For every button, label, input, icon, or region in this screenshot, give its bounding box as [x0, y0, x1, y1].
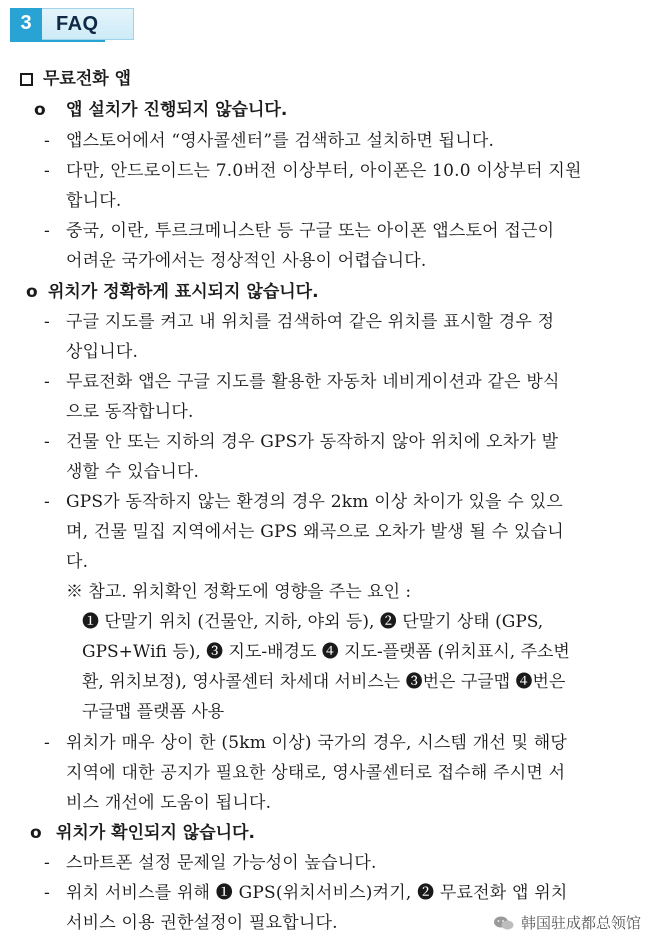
- answer-line: 다만, 안드로이드는 7.0버전 이상부터, 아이폰은 10.0 이상부터 지원: [66, 161, 582, 181]
- answer-line: 구글 지도를 켜고 내 위치를 검색하여 같은 위치를 표시할 경우 정: [66, 312, 555, 332]
- answer-line: 다.: [66, 552, 89, 572]
- question-bullet: o: [34, 100, 46, 120]
- dash-bullet: -: [44, 131, 50, 151]
- question-bullet: o: [30, 823, 42, 843]
- watermark: [493, 912, 641, 933]
- answer-line: 비스 개선에 도움이 됩니다.: [66, 793, 272, 813]
- note-line: 구글맵 플랫폼 사용: [82, 702, 225, 722]
- question-bullet: o: [26, 282, 38, 302]
- dash-bullet: -: [44, 372, 50, 392]
- wechat-icon: [493, 915, 515, 931]
- question-title: 위치가 정확하게 표시되지 않습니다.: [48, 282, 319, 302]
- section-heading: [18, 68, 131, 90]
- dash-bullet: -: [44, 432, 50, 452]
- answer-line: 서비스 이용 권한설정이 필요합니다.: [66, 913, 338, 933]
- section-title: 무료전화 앱: [43, 69, 132, 89]
- dash-bullet: -: [44, 221, 50, 241]
- question-title: 위치가 확인되지 않습니다.: [56, 823, 255, 843]
- dash-bullet: -: [44, 733, 50, 753]
- header-underline: [10, 40, 105, 42]
- note-line: GPS+Wifi 등), ❸ 지도-배경도 ❹ 지도-플랫폼 (위치표시, 주소변: [82, 642, 570, 662]
- answer-line: 으로 동작합니다.: [66, 402, 194, 422]
- answer-line: 건물 안 또는 지하의 경우 GPS가 동작하지 않아 위치에 오차가 발: [66, 432, 559, 452]
- question-1: [34, 99, 287, 121]
- section-number: 3: [10, 8, 42, 40]
- answer-line: 중국, 이란, 투르크메니스탄 등 구글 또는 아이폰 앱스토어 접근이: [66, 221, 555, 241]
- note-heading: ※ 참고. 위치확인 정확도에 영향을 주는 요인 :: [66, 582, 412, 602]
- answer-line: 며, 건물 밀집 지역에서는 GPS 왜곡으로 오차가 발생 될 수 있습니: [66, 522, 564, 542]
- checkbox-square-icon: [20, 73, 33, 86]
- section-header: [10, 8, 134, 40]
- dash-bullet: -: [44, 853, 50, 873]
- page-title: FAQ: [56, 12, 99, 35]
- answer-line: 어려운 국가에서는 정상적인 사용이 어렵습니다.: [66, 251, 427, 271]
- answer-line: 합니다.: [66, 191, 122, 211]
- answer-line: GPS가 동작하지 않는 환경의 경우 2km 이상 차이가 있을 수 있으: [66, 492, 563, 512]
- answer-line: 스마트폰 설정 문제일 가능성이 높습니다.: [66, 853, 377, 873]
- answer-line: 생할 수 있습니다.: [66, 462, 200, 482]
- answer-line: 위치 서비스를 위해 ❶ GPS(위치서비스)켜기, ❷ 무료전화 앱 위치: [66, 883, 568, 903]
- answer-line: 앱스토어에서 “영사콜센터”를 검색하고 설치하면 됩니다.: [66, 131, 495, 151]
- watermark-text: 韩国驻成都总领馆: [520, 914, 641, 932]
- question-title: 앱 설치가 진행되지 않습니다.: [66, 100, 288, 120]
- question-2: [26, 281, 319, 303]
- question-3: [30, 822, 255, 844]
- answer-line: 상입니다.: [66, 342, 139, 362]
- note-line: ❶ 단말기 위치 (건물안, 지하, 야외 등), ❷ 단말기 상태 (GPS,: [82, 612, 544, 632]
- answer-line: 위치가 매우 상이 한 (5km 이상) 국가의 경우, 시스템 개선 및 해당: [66, 733, 568, 753]
- answer-line: 무료전화 앱은 구글 지도를 활용한 자동차 네비게이션과 같은 방식: [66, 372, 560, 392]
- answer-line: 지역에 대한 공지가 필요한 상태로, 영사콜센터로 접수해 주시면 서: [66, 763, 566, 783]
- dash-bullet: -: [44, 492, 50, 512]
- dash-bullet: -: [44, 312, 50, 332]
- note-line: 환, 위치보정), 영사콜센터 차세대 서비스는 ❸번은 구글맵 ❹번은: [82, 672, 566, 692]
- dash-bullet: -: [44, 161, 50, 181]
- header-box: [10, 8, 134, 40]
- dash-bullet: -: [44, 883, 50, 903]
